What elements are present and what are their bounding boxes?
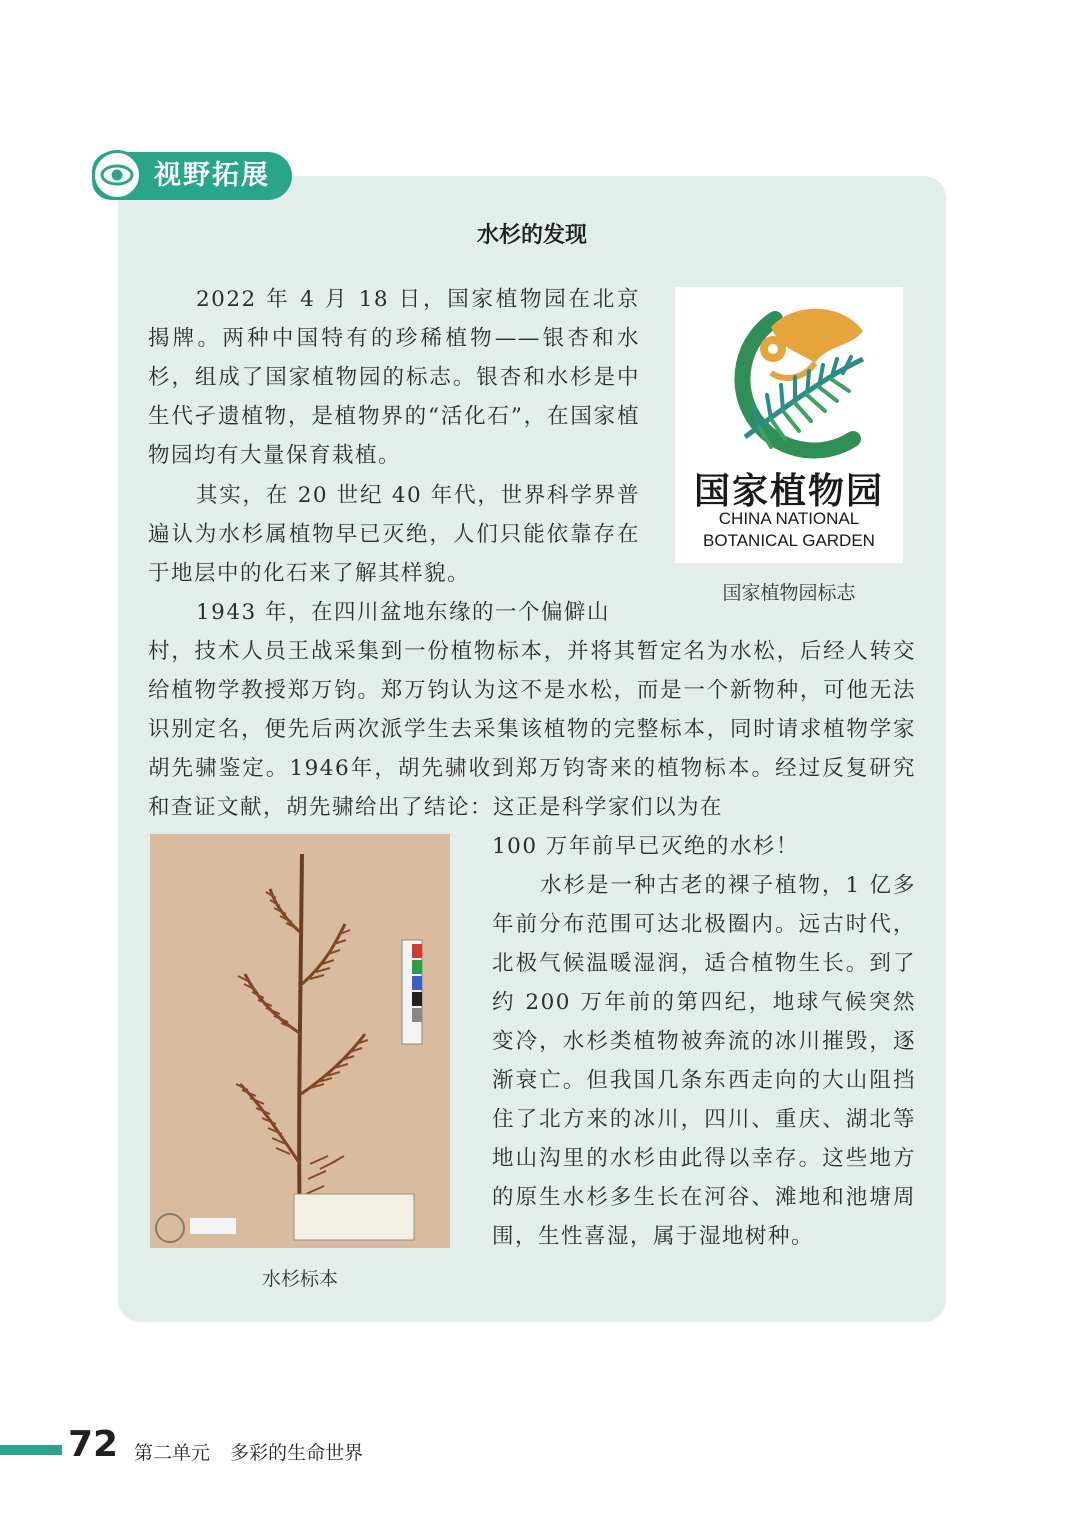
footer-unit: 第二单元 [134,1442,211,1464]
article-heading: 水杉的发现 [476,223,587,248]
metasequoia-specimen-image [150,834,450,1248]
paragraph-3-end: 100 万年前早已灭绝的水杉！ [492,834,799,859]
page-number: 72 [68,1424,119,1465]
logo-name-cn: 国家植物园 [693,471,884,512]
eye-icon [92,150,142,200]
paragraph-2: 其实，在 20 世纪 40 年代，世界科学界普遍认为水杉属植物早已灭绝，人们只能依靠存在于地层中的化石来了解其样貌。 [148,483,640,586]
paragraph-4: 水杉是一种古老的裸子植物，1 亿多年前分布范围可达北极圈内。远古时代，北极气候温暖湿润，适合植物生长。到了约 200 万年前的第四纪，地球气候突然变冷，水杉类植物被奔流的冰川摧毁，逐渐衰亡。但我国几条东西走向的大山阻挡住了北方来的冰川，四川、重庆、湖北等地山沟里的水杉由此得以幸存。这些地方的原生水杉多生长在河谷、滩地和池塘周围，生性喜湿，属于湿地树种。 [492,873,916,1249]
section-tag-label: 视野拓展 [154,160,270,191]
footer-accent-bar [0,1445,62,1455]
footer-unit-title: 多彩的生命世界 [230,1442,364,1464]
paragraph-3-body: 村，技术人员王战采集到一份植物标本，并将其暂定名为水松，后经人转交给植物学教授郑万钧。郑万钧认为这不是水松，而是一个新物种，可他无法识别定名，便先后两次派学生去采集该植物的完整标本，同时请求植物学家胡先骕鉴定。1946年，胡先骕收到郑万钧寄来的植物标本。经过反复研究和查证文献，胡先骕给出了结论：这正是科学家们以为在 [148,639,916,820]
logo-name-en-line2: BOTANICAL GARDEN [703,531,875,550]
specimen-caption: 水杉标本 [261,1268,338,1290]
logo-name-en-line1: CHINA NATIONAL [718,509,860,528]
paragraph-3-start: 1943 年，在四川盆地东缘的一个偏僻山 [196,600,611,625]
botanical-garden-logo [675,287,903,563]
footer-unit-label [134,1438,363,1465]
logo-caption: 国家植物园标志 [722,582,856,604]
paragraph-1: 2022 年 4 月 18 日，国家植物园在北京揭牌。两种中国特有的珍稀植物——银杏和水杉，组成了国家植物园的标志。银杏和水杉是中生代孑遗植物，是植物界的“活化石”，在国家植物园均有大量保育栽植。 [148,287,640,468]
